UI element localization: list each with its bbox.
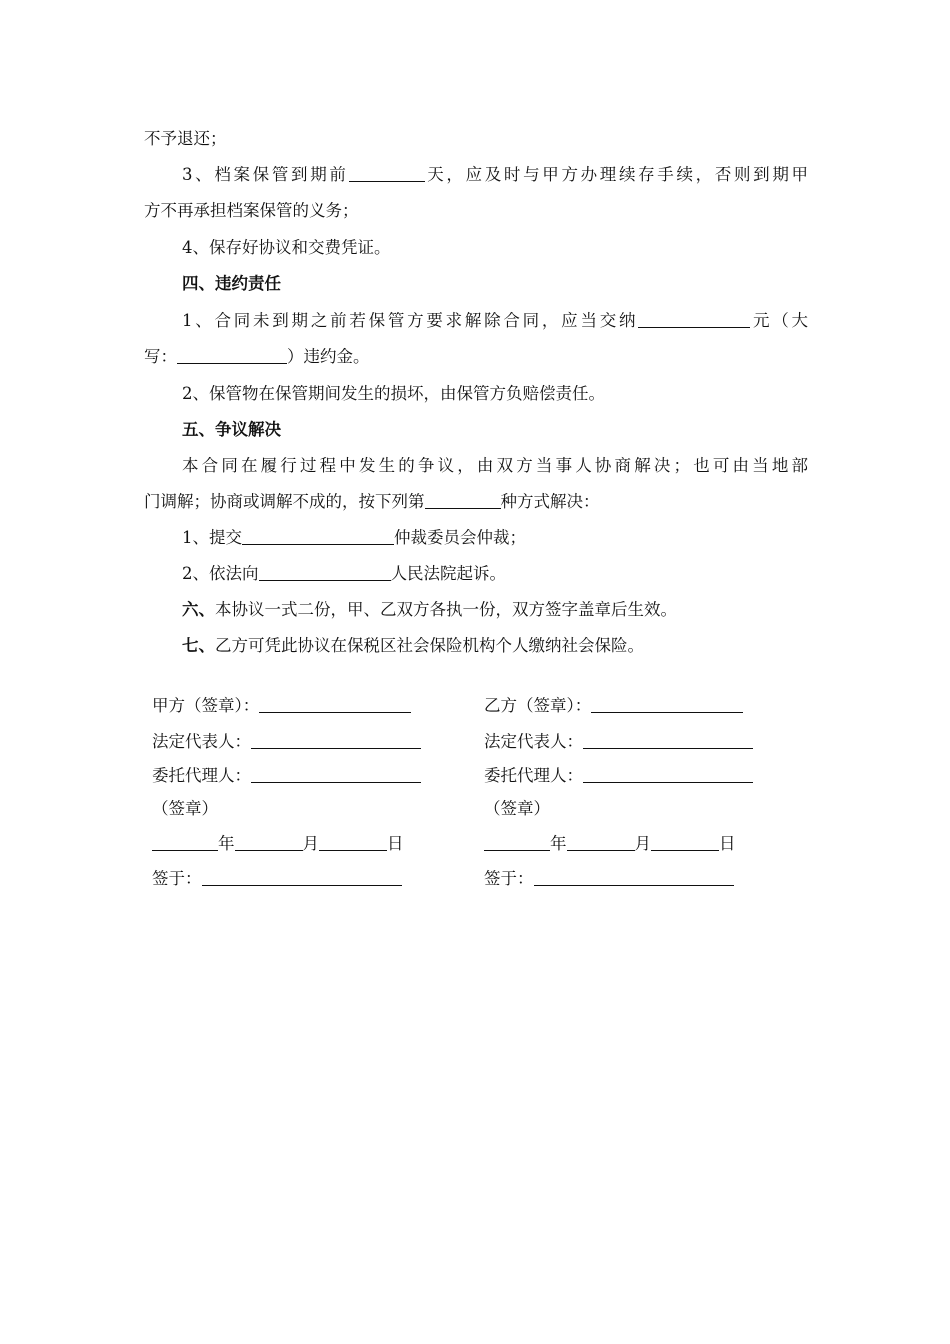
paragraph-line: [182, 383, 808, 405]
party-a-legal-rep-row: [152, 731, 421, 753]
party-b-legal-rep-field[interactable]: [583, 733, 753, 749]
party-b-day-field[interactable]: [651, 835, 719, 851]
year-label: 年: [550, 834, 567, 853]
party-b-label: 乙方（签章）：: [484, 696, 592, 715]
amount-words-blank[interactable]: [177, 347, 287, 364]
amount-blank[interactable]: [638, 311, 750, 328]
party-a-signature-row: [152, 695, 411, 717]
party-a-month-field[interactable]: [235, 835, 303, 851]
paragraph-line: [182, 237, 808, 259]
days-blank[interactable]: [349, 165, 425, 182]
text: 1、合同未到期之前若保管方要求解除合同，应当交纳: [182, 311, 639, 330]
method-number-blank[interactable]: [425, 492, 501, 509]
text: 本合同在履行过程中发生的争议，由双方当事人协商解决；也可由当地部: [182, 456, 808, 475]
paragraph-line: [182, 164, 808, 186]
party-a-label: 甲方（签章）：: [152, 696, 260, 715]
heading-text: 四、违约责任: [182, 274, 281, 293]
party-b-month-field[interactable]: [567, 835, 635, 851]
party-b-agent-label: 委托代理人：: [484, 766, 583, 785]
party-a-agent-label: 委托代理人：: [152, 766, 251, 785]
paragraph-line: [182, 527, 808, 549]
party-b-year-field[interactable]: [484, 835, 550, 851]
party-a-agent-row: [152, 765, 421, 787]
section-heading: [182, 419, 808, 441]
party-a-date-row: [152, 833, 404, 855]
party-a-signed-at-label: 签于：: [152, 869, 202, 888]
party-b-date-row: [484, 833, 736, 855]
party-b-signature-field[interactable]: [591, 697, 743, 713]
party-b-agent-field[interactable]: [583, 767, 753, 783]
text: 2、保管物在保管期间发生的损坏，由保管方负赔偿责任。: [182, 384, 605, 403]
party-a-seal-row: [152, 798, 218, 820]
party-b-seal-label: （签章）: [484, 799, 550, 818]
text: 种方式解决：: [500, 492, 600, 511]
heading-text: 五、争议解决: [182, 420, 281, 439]
text: 乙方可凭此协议在保税区社会保险机构个人缴纳社会保险。: [215, 636, 644, 655]
month-label: 月: [634, 834, 651, 853]
paragraph-line: [182, 310, 808, 332]
paragraph-line: [144, 491, 808, 513]
party-a-signed-at-row: [152, 868, 402, 890]
text: 人民法院起诉。: [390, 564, 506, 583]
party-a-legal-rep-label: 法定代表人：: [152, 732, 251, 751]
text: 仲裁委员会仲裁；: [394, 528, 526, 547]
paragraph-line: [144, 346, 808, 368]
party-a-day-field[interactable]: [319, 835, 387, 851]
party-a-seal-label: （签章）: [152, 799, 218, 818]
text: 2、依法向: [182, 564, 259, 583]
year-label: 年: [218, 834, 235, 853]
text: 天，应及时与甲方办理续存手续，否则到期甲: [424, 165, 809, 184]
party-b-signed-at-label: 签于：: [484, 869, 534, 888]
day-label: 日: [719, 834, 736, 853]
paragraph-line: [182, 563, 808, 585]
party-a-legal-rep-field[interactable]: [251, 733, 421, 749]
arbitration-committee-blank[interactable]: [242, 528, 394, 545]
paragraph-line: [182, 635, 808, 657]
clause-number: 七、: [182, 636, 215, 655]
text: 元（大: [750, 311, 809, 330]
clause-number: 六、: [182, 600, 215, 619]
paragraph-line: [182, 455, 808, 477]
text: 不予退还；: [144, 129, 227, 148]
text: 1、提交: [182, 528, 242, 547]
party-b-agent-row: [484, 765, 753, 787]
month-label: 月: [302, 834, 319, 853]
party-b-signed-at-field[interactable]: [534, 870, 734, 886]
day-label: 日: [387, 834, 404, 853]
party-b-signature-row: [484, 695, 743, 717]
party-a-agent-field[interactable]: [251, 767, 421, 783]
party-b-legal-rep-row: [484, 731, 753, 753]
text: 本协议一式二份，甲、乙双方各执一份，双方签字盖章后生效。: [215, 600, 677, 619]
section-heading: [182, 273, 808, 295]
party-b-legal-rep-label: 法定代表人：: [484, 732, 583, 751]
text: 3、档案保管到期前: [182, 165, 349, 184]
court-blank[interactable]: [259, 564, 391, 581]
text: 方不再承担档案保管的义务；: [144, 201, 359, 220]
party-a-signature-field[interactable]: [259, 697, 411, 713]
text: ）违约金。: [287, 347, 370, 366]
party-a-year-field[interactable]: [152, 835, 218, 851]
text: 写：: [144, 347, 177, 366]
party-b-seal-row: [484, 798, 550, 820]
paragraph-line: [144, 200, 808, 222]
party-a-signed-at-field[interactable]: [202, 870, 402, 886]
paragraph-line: [144, 128, 808, 150]
paragraph-line: [182, 599, 808, 621]
text: 4、保存好协议和交费凭证。: [182, 238, 391, 257]
text: 门调解；协商或调解不成的，按下列第: [144, 492, 425, 511]
party-b-signed-at-row: [484, 868, 734, 890]
